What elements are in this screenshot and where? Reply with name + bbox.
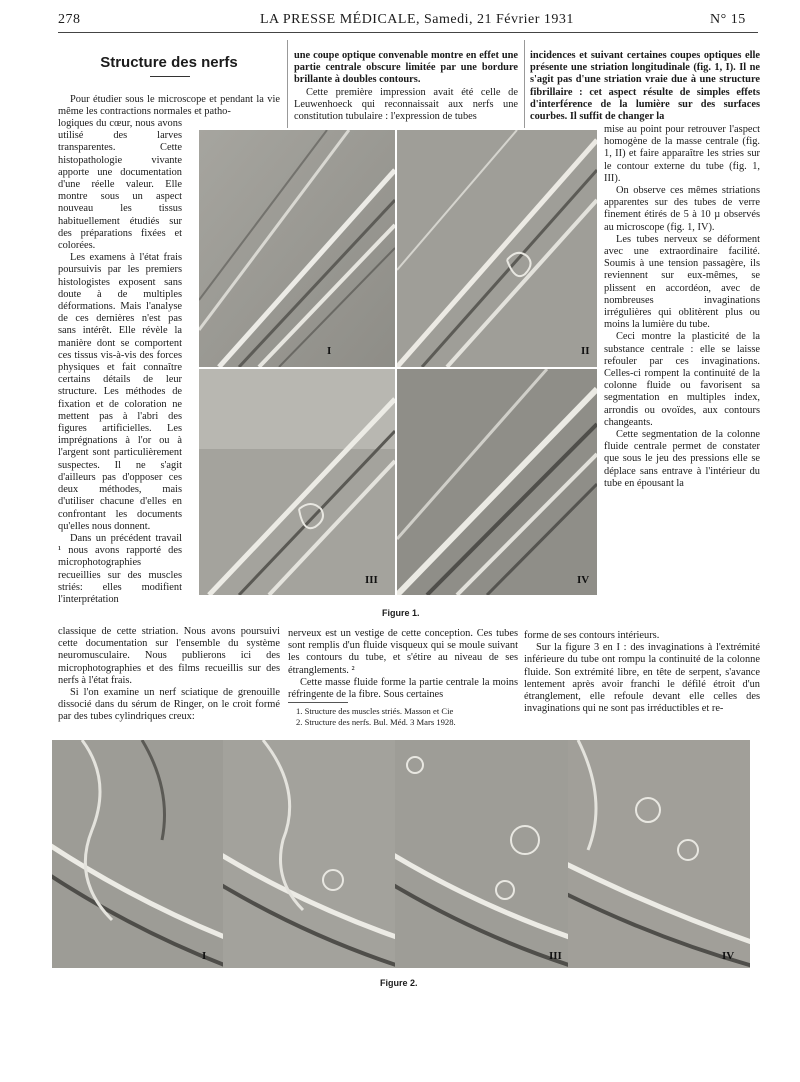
paragraph: nerveux est un vestige de cette conception. Ces tubes sont remplis d'un fluide visqueux qui se moule suivant les contours du tube, et s'étire au niveau de ses étranglements. ² [288,628,518,676]
column-3-side [604,124,760,490]
paragraph: forme de ses contours intérieurs. [524,630,660,641]
page-number: 278 [58,12,81,27]
panel-label: IV [577,574,590,586]
paragraph: Les examens à l'état frais poursuivis par les premiers histologistes exposent sans doute à de multiples déformations. Mais l'analyse de ces dernières n'est pas sans intérêt. Elle révèle la manière dont se comportent ces tissus vis-à-vis des forces physiques et fait connaître certains détails de leur structure. Les méthodes de fixation et de coloration ne mettent pas à l'abri des figures artificielles. Les imprégnations à l'or ou à l'argent sont particulièrement suspectes. Il ne s'agit d'ailleurs pas d'opposer ces deux méthodes, mais d'utiliser chacune d'elles en confrontant les documents qu'elles nous donnent. [58,252,182,532]
column-1-top [58,94,280,118]
paragraph: Cette masse fluide forme la partie centrale la moins réfringente de la fibre. Sous certaines [288,676,518,701]
column-1-narrow [58,118,182,606]
column-3-top [530,50,760,123]
panel-label: II [581,345,590,357]
figure-2-panel-2 [223,740,395,968]
paragraph: mise au point pour retrouver l'aspect homogène de la masse centrale (fig. 1, II) et faire apparaître les stries sur le contour externe du tube (fig. 1, III). [604,124,760,184]
paragraph: une coupe optique convenable montre en effet une partie centrale obscure limitée par une bordure brillante à doubles contours. [294,50,518,86]
paragraph: On observe ces mêmes striations apparentes sur des tubes de verre finement étirés de 5 à 10 µ observés au microscope (fig. 1, IV). [604,185,760,233]
panel-label: I [202,950,207,962]
column-rule [524,40,525,128]
paragraph: Pour étudier sous le microscope et pendant la vie même les contractions normales et patho- [58,94,280,118]
figure-2-panel-1 [52,740,223,968]
paragraph: Les tubes nerveux se déforment avec une extraordinaire facilité. Soumis à une tension passagère, ils reviennent sur eux-mêmes, se plissent en accordéon, avec de nombreuses invaginations irrégulières qui oblitèrent plus ou moins la lumière du tube. [604,233,760,331]
column-rule [287,40,288,128]
column-2-bottom [288,628,518,701]
figure-1-panel-2 [397,130,597,367]
panel-label: III [365,574,378,586]
paragraph: incidences et suivant certaines coupes optiques elle présente une striation longitudinale (fig. 1, I). Il ne s'agit pas d'une striation vraie due à une structure fibrillaire : cet aspect résulte de simples effets d'interférence de la lumière sur des surfaces courbes. Il suffit de changer la [530,50,760,123]
figure-2-panel-4 [568,740,750,968]
panel-label: III [549,950,562,962]
paragraph: Dans un précédent travail ¹ nous avons rapporté des microphotographies recueillies sur des muscles striés: elles modifient l'interprétation [58,532,182,605]
column-3-bottom [524,630,760,715]
figure-1-caption: Figure 1. [382,608,420,618]
paragraph: Si l'on examine un nerf sciatique de grenouille dissocié dans du sérum de Ringer, on le croit formé par des tubes cylindriques creux: [58,687,280,723]
paragraph: Sur la figure 3 en I : des invaginations à l'extrémité inférieure du tube ont rompu la continuité de la colonne fluide. Son extrémité libre, en tête de serpent, s'avance lentement après avoir franchi le défilé étroit d'un étranglement, elle refoule devant elle celles des invaginations qui ne sont pas irréductibles et re- [524,642,760,715]
paragraph: logiques du cœur, nous avons utilisé des larves transparentes. Cette histopathologie vivante apporte une documentation d'une réelle valeur. Elle montre sous un aspect nouveau les tissus habituellement étudiés sur des préparations fixées et colorées. [58,118,182,252]
paragraph: Cette segmentation de la colonne fluide centrale permet de constater que sous le jeu des pressions elle se déplace sans entrave à l'intérieur du tube en épousant la [604,429,760,489]
footnote: 1. Structure des muscles striés. Masson et Cie [296,706,454,716]
issue-number: N° 15 [710,12,746,27]
paragraph: Ceci montre la plasticité de la substance centrale : elle se laisse refouler par ces invaginations. Celles-ci rompent la continuité de la colonne fluide ou favorisent sa segmentation en multiples index, arrondis ou ovoïdes, aux contours changeants. [604,331,760,428]
figure-1-panel-1 [199,130,395,367]
paragraph: Cette première impression avait été celle de Leuwenhoeck qui reconnaissait aux nerfs une constitution tubulaire : l'expression de tubes [294,86,518,123]
journal-header: LA PRESSE MÉDICALE, Samedi, 21 Février 1931 [260,12,574,27]
paragraph: classique de cette striation. Nous avons poursuivi cette documentation sur l'ensemble du système neuromusculaire. Nous publierons ici des microphotographies et des films recueillis sur des nerfs à l'état frais. [58,626,280,686]
footnotes [296,706,518,727]
column-2-top [294,50,518,123]
column-1-bottom [58,626,280,724]
header-rule [58,32,758,33]
article-title: Structure des nerfs [100,54,238,71]
footnote-rule [288,702,348,703]
figure-2-panel-3 [395,740,568,968]
figure-2-caption: Figure 2. [380,978,418,988]
figure-1-panel-3 [199,369,395,595]
figure-1-panel-4 [397,369,597,595]
panel-label: IV [722,950,735,962]
panel-label: I [327,345,332,357]
footnote: 2. Structure des nerfs. Bul. Méd. 3 Mars 1928. [296,716,456,727]
title-rule [150,76,190,77]
